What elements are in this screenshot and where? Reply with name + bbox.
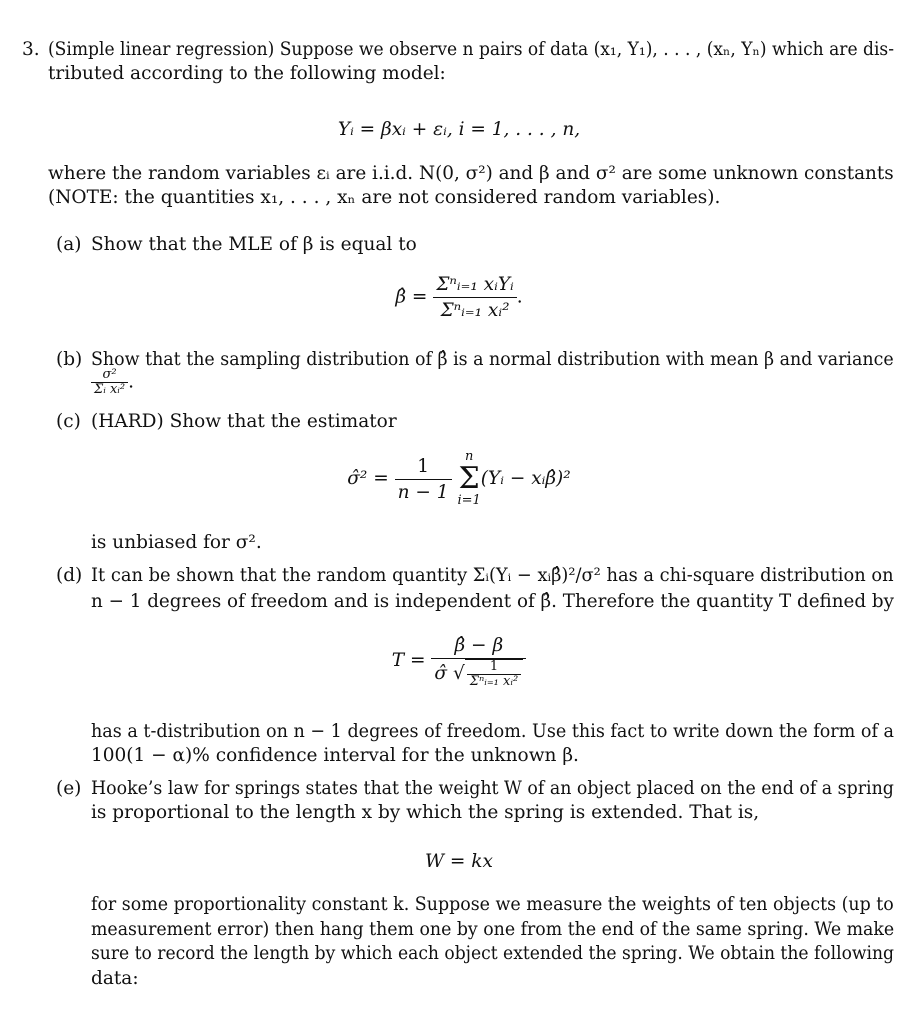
part-e-equation: W = kx xyxy=(425,851,493,872)
part-d-fraction xyxy=(431,633,526,689)
intro-line-1: (Simple linear regression) Suppose we observe n pairs of data (x₁, Y₁), . . . , (xₙ, Yₙ) which are dis- xyxy=(48,39,894,60)
part-d-eq-lhs: T = xyxy=(391,650,426,671)
part-d-equation xyxy=(0,633,918,689)
part-c-fraction xyxy=(395,454,452,505)
part-c-text: (HARD) Show that the estimator xyxy=(91,411,397,432)
part-b-variance-den: Σᵢ xᵢ² xyxy=(91,382,128,397)
part-c-eq-body: (Yᵢ − xᵢβ̂)² xyxy=(480,468,571,489)
part-d-root xyxy=(465,659,523,689)
part-c-sum-bottom: i=1 xyxy=(457,493,481,508)
part-e-after-line-2: measurement error) then hang them one by one from the end of the same spring. We make xyxy=(91,919,895,940)
part-c-sum xyxy=(457,450,480,508)
part-a-label: (a) xyxy=(56,234,82,255)
part-a-denominator: Σⁿᵢ₌₁ xᵢ² xyxy=(433,297,516,323)
part-d-root-den: Σⁿᵢ₌₁ xᵢ² xyxy=(467,674,521,689)
part-e-after-line-4: data: xyxy=(91,968,139,989)
part-c-equation xyxy=(0,450,918,508)
part-d-label: (d) xyxy=(56,565,83,586)
part-e-label: (e) xyxy=(56,778,82,799)
part-a-fraction xyxy=(433,272,516,323)
part-c-after: is unbiased for σ². xyxy=(91,532,262,553)
sqrt-symbol-icon: √ xyxy=(452,663,465,684)
part-a-eq-lhs: β̂ = xyxy=(395,286,428,308)
part-e-after-line-1: for some proportionality constant k. Suppose we measure the weights of ten objects (up to xyxy=(91,894,894,915)
part-e-text-line-2: is proportional to the length x by which the spring is extended. That is, xyxy=(91,802,760,823)
part-a-equation xyxy=(0,272,918,323)
part-b-label: (b) xyxy=(56,349,83,370)
intro-line-2: tributed according to the following model: xyxy=(48,63,446,84)
part-d-root-fraction xyxy=(467,660,521,689)
after-model-line-1: where the random variables εᵢ are i.i.d. N(0, σ²) and β and σ² are some unknown constants xyxy=(48,163,894,184)
part-d-text-line-2: n − 1 degrees of freedom and is independent of β̂. Therefore the quantity T defined by xyxy=(91,591,894,612)
part-c-frac-den: n − 1 xyxy=(395,479,452,505)
part-e-text-line-1: Hooke’s law for springs states that the weight W of an object placed on the end of a spring xyxy=(91,778,894,799)
part-d-numerator: β̂ − β xyxy=(454,635,504,656)
part-d-after-line-2: 100(1 − α)% confidence interval for the unknown β. xyxy=(91,745,579,766)
after-model-line-2: (NOTE: the quantities x₁, . . . , xₙ are not considered random variables). xyxy=(48,187,721,208)
sigma-symbol-icon: Σ xyxy=(458,461,480,496)
part-b-variance-num: σ² xyxy=(102,367,117,382)
part-b-variance-fraction xyxy=(91,368,128,397)
part-b-variance xyxy=(91,368,134,397)
part-b-variance-end: . xyxy=(128,371,134,393)
part-e-after-line-3: sure to record the length by which each object extended the spring. We obtain the following xyxy=(91,943,895,964)
part-c-frac-num: 1 xyxy=(417,455,429,477)
model-equation: Yᵢ = βxᵢ + εᵢ, i = 1, . . . , n, xyxy=(337,119,581,140)
part-b-text-line-1: Show that the sampling distribution of β̂ is a normal distribution with mean β and variance xyxy=(91,349,894,370)
part-c-label: (c) xyxy=(56,411,81,432)
part-d-denominator xyxy=(431,658,526,689)
problem-number: 3. xyxy=(22,39,40,60)
part-d-root-num: 1 xyxy=(489,659,499,674)
part-a-numerator: Σⁿᵢ₌₁ xᵢYᵢ xyxy=(436,274,514,295)
part-a-text: Show that the MLE of β is equal to xyxy=(91,234,417,255)
part-d-after-line-1: has a t-distribution on n − 1 degrees of freedom. Use this fact to write down the form of a xyxy=(91,721,895,742)
part-d-text-line-1: It can be shown that the random quantity Σᵢ(Yᵢ − xᵢβ̂)²/σ² has a chi-square distribution on xyxy=(91,565,894,586)
part-c-eq-lhs: σ̂² = xyxy=(347,468,389,489)
part-c-sum-top: n xyxy=(464,449,474,464)
part-a-eq-end: . xyxy=(516,286,523,308)
part-d-sigma-hat: σ̂ xyxy=(434,663,448,684)
